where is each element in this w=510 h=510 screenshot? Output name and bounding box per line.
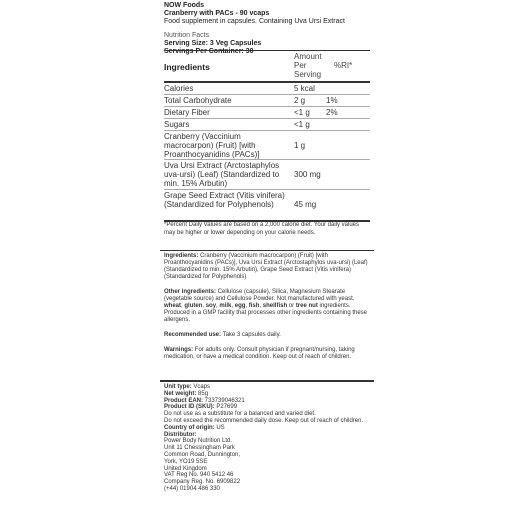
- separator: ,: [181, 303, 183, 309]
- unit-type: Vcaps: [193, 384, 211, 390]
- recommended-use-text: Take 3 capsules daily.: [222, 332, 281, 338]
- distributor-line: Company Reg. No. 6909822: [164, 479, 241, 486]
- distributor-line: United Kingdom: [164, 465, 207, 472]
- product-name: Cranberry with PACs - 90 vcaps: [164, 10, 270, 17]
- separator: or: [288, 303, 295, 309]
- facts-title: Nutrition Facts: [164, 32, 210, 39]
- separator: ,: [202, 303, 205, 309]
- other-ingredients-label: Other ingredients:: [164, 289, 217, 295]
- nutrient-amount: 5 kcal: [294, 84, 315, 93]
- allergen-tree-nut: tree nut: [295, 303, 318, 309]
- other-ingredients-text: Cellulose (capsule), Silica, Magnesium Stearate (vegetable source) and Cellulose Powder. Not manufactured with yeast,: [164, 289, 355, 302]
- separator: ,: [259, 303, 262, 309]
- table-row: [164, 159, 370, 189]
- serving-size: Serving Size: 3 Veg Capsules: [164, 40, 262, 47]
- origin-label: Country of origin:: [164, 424, 215, 431]
- table-header: [164, 50, 370, 81]
- usage-note: Do not use as a substitute for a balanced and varied diet.: [164, 411, 316, 418]
- nutrient-amount: 1 g: [294, 141, 306, 150]
- ean: 733739046321: [204, 397, 245, 404]
- ingredients-text: Cranberry (Vaccinium macrocarpon) (Fruit) [with Proanthocyanidins (PACs)], Uva Ursi Extract (Arctostaphylos uva-ursi) (Leaf) (Standardized to min. 15% Arbutin), Grape Seed Extract (Vitis vinifera) (Standardized for Polyphenols): [164, 253, 368, 280]
- table-row: [164, 130, 370, 159]
- nutrient-name: Total Carbohydrate: [164, 96, 232, 105]
- distributor-line: Unit 11 Chessingham Park: [164, 445, 235, 452]
- allergen-fish: fish: [248, 303, 260, 309]
- nutrient-name: Calories: [164, 84, 194, 93]
- table-row: [164, 118, 370, 130]
- nutrient-name: Grape Seed Extract (Vitis vinifera) (Standardized for Polyphenols): [164, 191, 285, 209]
- ingredients-column-header: Ingredients: [164, 62, 210, 72]
- daily-value-footnote: *Percent Daily Values are based on a 2,000 calorie diet. Your daily values may be higher or lower depending on your calorie needs.: [164, 222, 360, 236]
- warnings-label: Warnings:: [164, 347, 194, 353]
- warnings-text: For adults only. Consult physician if pregnant/nursing, taking medication, or have a medical condition. Keep out of reach of children.: [164, 347, 355, 360]
- ri-column-header: %RI*: [334, 61, 353, 70]
- table-row: [164, 189, 370, 220]
- dosage-note: Do not exceed the recommended daily dose. Keep out of reach of children.: [164, 417, 364, 424]
- recommended-use-label: Recommended use:: [164, 332, 222, 338]
- nutrient-amount: 300 mg: [294, 170, 321, 179]
- sku: P27699: [216, 404, 238, 411]
- ingredients-section: [160, 250, 374, 367]
- distributor-line: (+44) 01904 486 330: [164, 485, 220, 492]
- nutrient-name: Dietary Fiber: [164, 108, 210, 117]
- brand-name: NOW Foods: [164, 2, 205, 9]
- origin: US: [216, 424, 225, 431]
- allergen-soy: soy: [205, 303, 217, 309]
- net-weight-label: Net weight:: [164, 390, 197, 397]
- separator: ,: [216, 303, 218, 309]
- distributor-line: VAT Reg No. 940 5412 46: [164, 472, 234, 479]
- other-ingredients-text-end: ingredients. Produced in a GMP facility that processes other ingredients containing these allergens.: [164, 303, 368, 323]
- distributor-line: Power Body Nutrition Ltd.: [164, 438, 233, 445]
- table-row: [164, 106, 370, 118]
- product-description: Food supplement in capsules. Containing Uva Ursi Extract: [164, 18, 345, 25]
- allergen-wheat: wheat: [164, 303, 182, 309]
- nutrient-amount: 45 mg: [294, 200, 317, 209]
- separator: ,: [245, 303, 248, 309]
- product-header: [164, 2, 364, 56]
- allergen-egg: egg: [234, 303, 246, 309]
- servings-per-container: Servings Per Container: 30: [164, 48, 254, 55]
- unit-type-label: Unit type:: [164, 384, 192, 390]
- sku-label: Product ID (SKU):: [164, 404, 215, 411]
- distributor-line: York, YO19 5SE: [164, 458, 208, 465]
- nutrient-amount: 2 g: [294, 96, 306, 105]
- ean-label: Product EAN:: [164, 397, 203, 404]
- amount-column-header: Amount Per Serving: [294, 52, 322, 79]
- table-row: [164, 94, 370, 106]
- distributor-line: Common Road, Dunnington,: [164, 451, 241, 458]
- allergen-gluten: gluten: [184, 303, 203, 309]
- table-row: [164, 81, 370, 94]
- distributor-label: Distributor:: [164, 431, 197, 438]
- separator: ,: [231, 303, 234, 309]
- nutrient-ri: 1%: [326, 96, 338, 105]
- nutrient-name: Sugars: [164, 120, 190, 129]
- net-weight: 85g: [198, 390, 209, 397]
- nutrient-amount: <1 g: [294, 108, 310, 117]
- nutrient-amount: <1 g: [294, 120, 310, 129]
- nutrient-ri: 2%: [326, 108, 338, 117]
- nutrition-table: [164, 50, 370, 222]
- unit-info-section: [160, 380, 374, 495]
- ingredients-label: Ingredients:: [164, 253, 199, 259]
- nutrient-name: Uva Ursi Extract (Arctostaphylos uva-ursi) (Leaf) (Standardized to min. 15% Arbutin): [164, 161, 280, 188]
- allergen-shellfish: shellfish: [262, 303, 288, 309]
- nutrient-name: Cranberry (Vaccinium macrocarpon) (Fruit) [with Proanthocyanidins (PACs)]: [164, 132, 260, 159]
- allergen-milk: milk: [219, 303, 232, 309]
